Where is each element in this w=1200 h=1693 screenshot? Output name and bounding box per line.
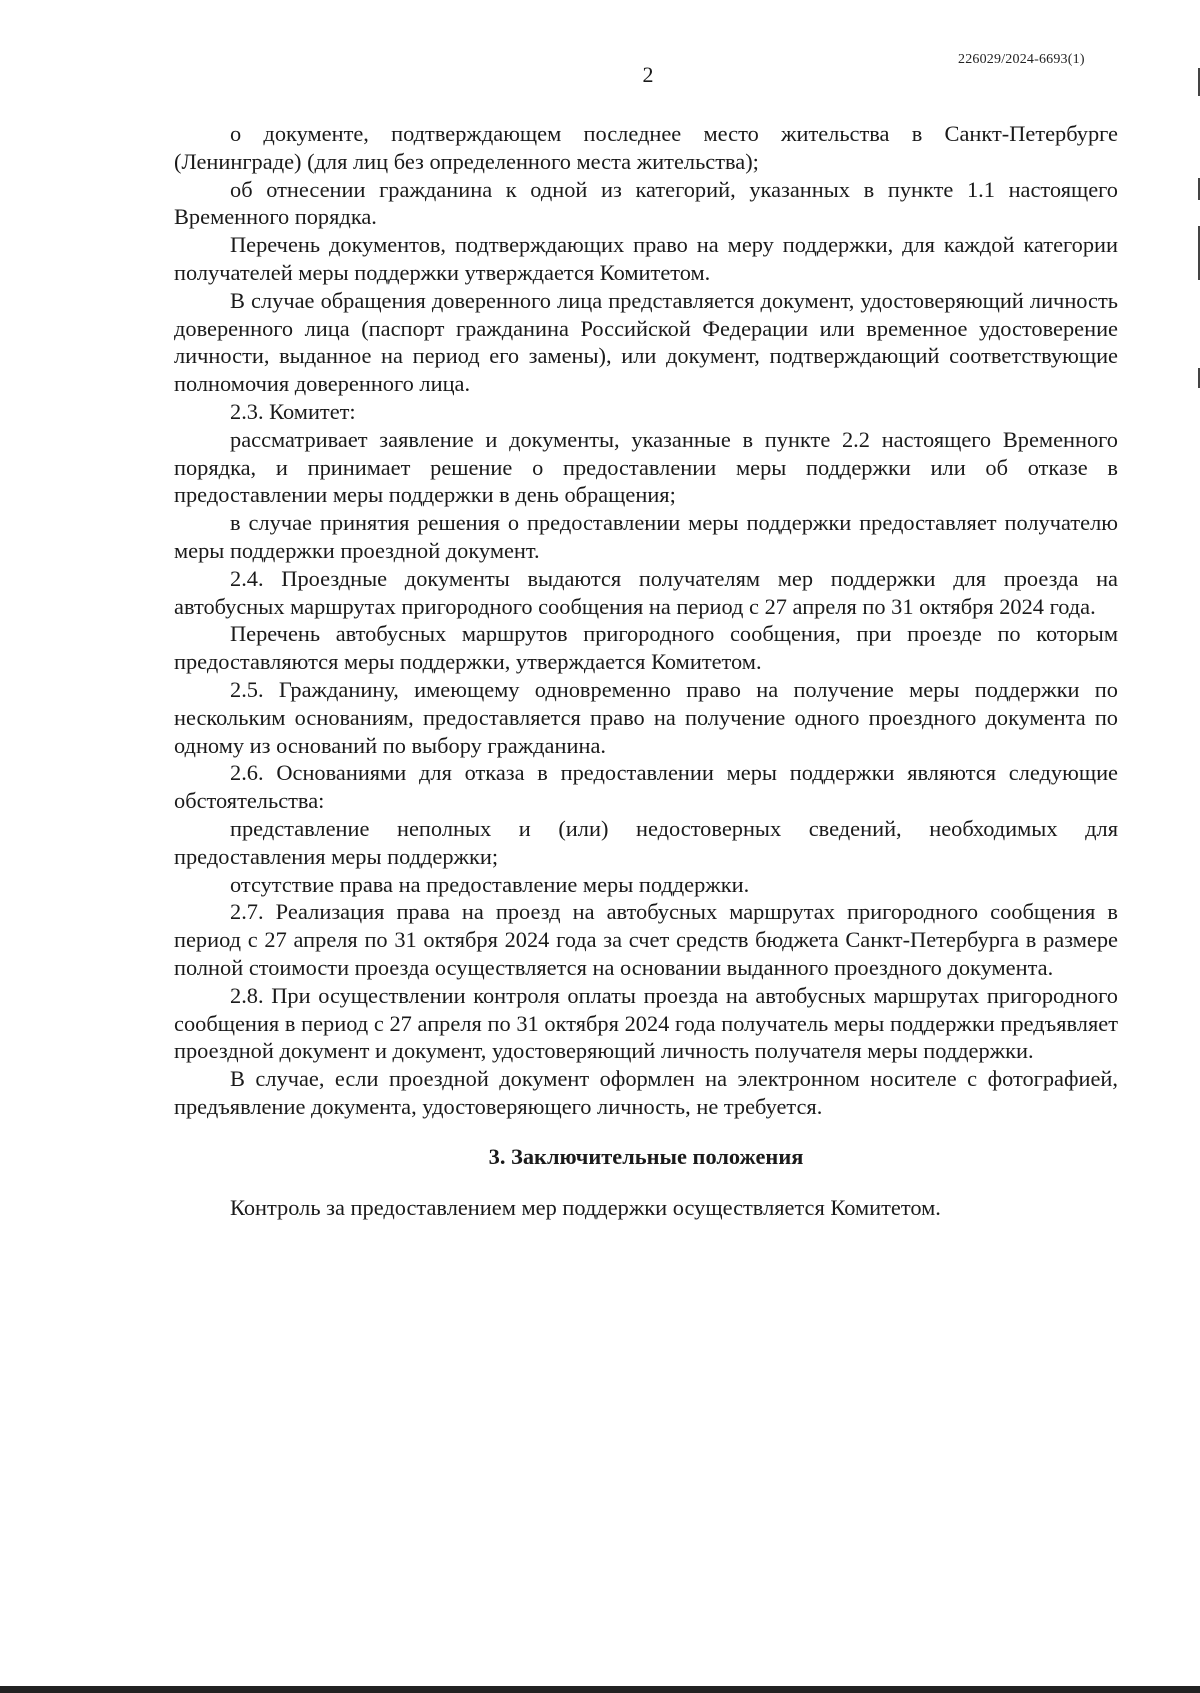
paragraph-category-assignment: об отнесении гражданина к одной из категорий, указанных в пункте 1.1 настоящего Временного порядка. <box>174 176 1118 230</box>
paragraph-route-list: Перечень автобусных маршрутов пригородного сообщения, при проезде по которым предоставляются меры поддержки, утверждается Комитетом. <box>174 621 1118 675</box>
clause-2-4: 2.4. Проездные документы выдаются получателям мер поддержки для проезда на автобусных маршрутах пригородного сообщения на период с 27 апреля по 31 октября 2024 года. <box>174 565 1118 619</box>
paragraph-electronic-ticket: В случае, если проездной документ оформлен на электронном носителе с фотографией, предъявление документа, удостоверяющего личность, не требуется. <box>174 1066 1118 1119</box>
section-3-body <box>174 1194 1118 1222</box>
clause-2-3: 2.3. Комитет: <box>230 398 356 424</box>
clause-2-5: 2.5. Гражданину, имеющему одновременно право на получение меры поддержки по нескольким основаниям, предоставляется право на получение одного проездного документа по одному из оснований по выбору гражданина. <box>174 676 1118 758</box>
paragraph-final-control: Контроль за предоставлением мер поддержки осуществляется Комитетом. <box>230 1195 941 1221</box>
paragraph-committee-review: рассматривает заявление и документы, указанные в пункте 2.2 настоящего Временного порядка, и принимает решение о предоставлении меры поддержки или об отказе в предоставлении меры поддержки в день обращения; <box>174 426 1118 508</box>
paragraph-refusal-no-right: отсутствие права на предоставление меры поддержки. <box>230 871 750 897</box>
paragraph-committee-issue: в случае принятия решения о предоставлении меры поддержки предоставляет получателю меры поддержки проездной документ. <box>174 510 1118 563</box>
scan-bottom-edge <box>0 1686 1200 1693</box>
paragraph-refusal-incomplete: представление неполных и (или) недостоверных сведений, необходимых для предоставления меры поддержки; <box>174 815 1118 869</box>
clause-2-6: 2.6. Основаниями для отказа в предоставлении меры поддержки являются следующие обстоятельства: <box>174 760 1118 814</box>
paragraph-residence-document: о документе, подтверждающем последнее место жительства в Санкт-Петербурге (Ленинграде) (для лиц без определенного места жительства); <box>174 121 1118 174</box>
section-3-heading: 3. Заключительные положения <box>488 1143 804 1169</box>
document-body <box>174 120 1118 1222</box>
page-number: 2 <box>642 62 654 87</box>
paragraph-document-list: Перечень документов, подтверждающих право на меру поддержки, для каждой категории получателей меры поддержки утверждается Комитетом. <box>174 232 1118 285</box>
clause-2-8: 2.8. При осуществлении контроля оплаты проезда на автобусных маршрутах пригородного сообщения в период с 27 апреля по 31 октября 2024 года получатель меры поддержки предъявляет проездной документ и документ, удостоверяющий личность получателя меры поддержки. <box>174 982 1118 1064</box>
document-registration-number: 226029/2024-6693(1) <box>958 52 1085 67</box>
paragraph-proxy: В случае обращения доверенного лица представляется документ, удостоверяющий личность доверенного лица (паспорт гражданина Российской Федерации или временное удостоверение личности, выданное на период его замены), или документ, подтверждающий соответствующие полномочия доверенного лица. <box>174 287 1118 397</box>
clause-2-7: 2.7. Реализация права на проезд на автобусных маршрутах пригородного сообщения в период с 27 апреля по 31 октября 2024 года за счет средств бюджета Санкт-Петербурга в размере полной стоимости проезда осуществляется на основании выданного проездного документа. <box>174 899 1118 980</box>
